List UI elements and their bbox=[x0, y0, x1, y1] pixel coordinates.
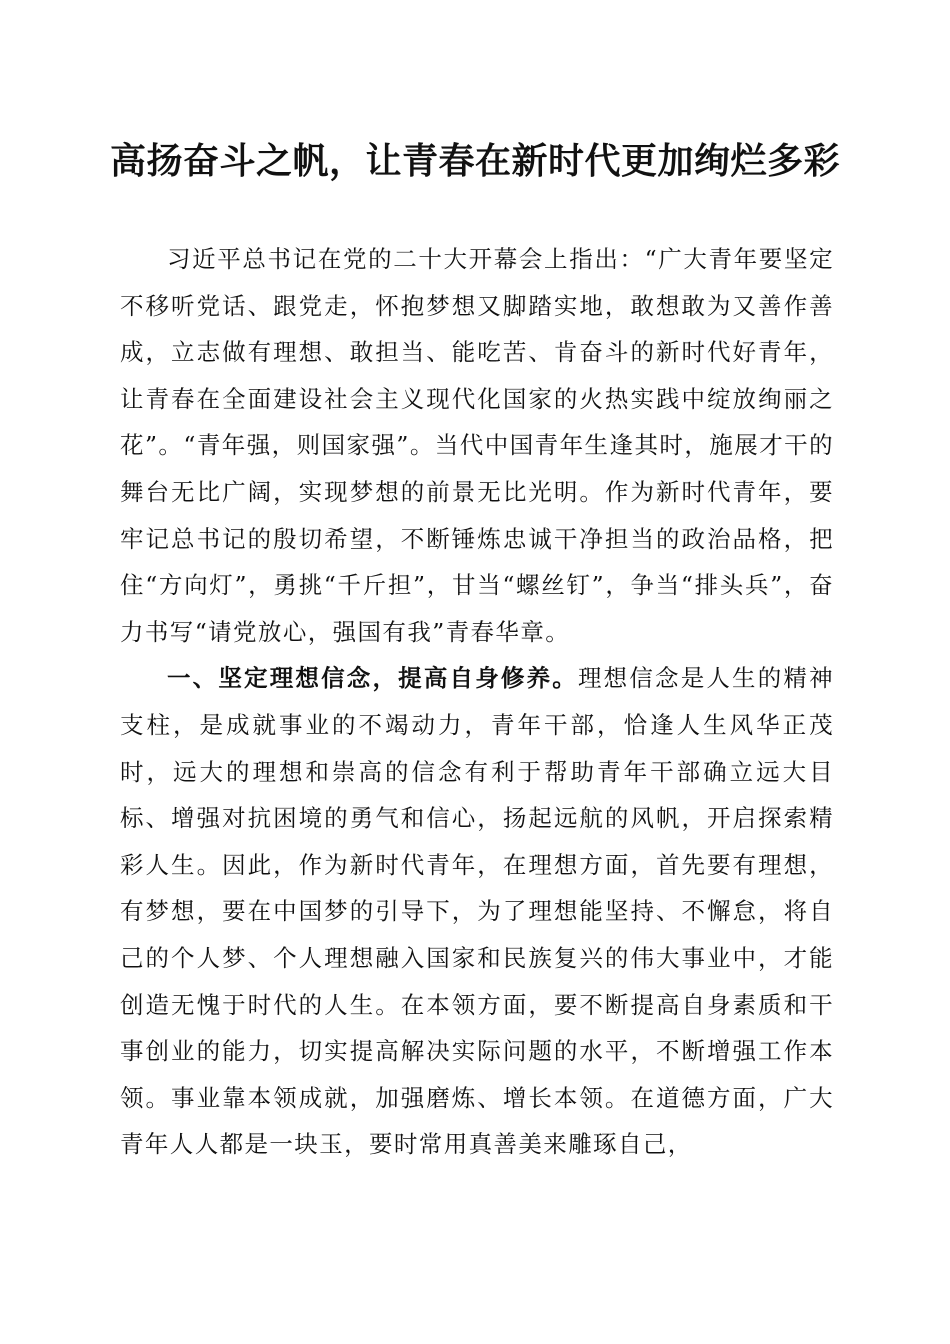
section-1-text: 理想信念是人生的精神支柱，是成就事业的不竭动力，青年干部，恰逢人生风华正茂时，远大的理想和崇高的信念有利于帮助青年干部确立远大目标、增强对抗困境的勇气和信心，扬起远航的风帆，开启探索精彩人生。因此，作为新时代青年，在理想方面，首先要有理想，有梦想，要在中国梦的引导下，为了理想能坚持、不懈怠，将自己的个人梦、个人理想融入国家和民族复兴的伟大事业中，才能创造无愧于时代的人生。在本领方面，要不断提高自身素质和干事创业的能力，切实提高解决实际问题的水平，不断增强工作本领。事业靠本领成就，加强磨炼、增长本领。在道德方面，广大青年人人都是一块玉，要时常用真善美来雕琢自己， bbox=[120, 664, 835, 1159]
paragraph-intro bbox=[120, 236, 834, 655]
paragraph-section-1 bbox=[120, 655, 834, 1168]
paragraph-intro-text: 习近平总书记在党的二十大开幕会上指出：“广大青年要坚定不移听党话、跟党走，怀抱梦想又脚踏实地，敢想敢为又善作善成，立志做有理想、敢担当、能吃苦、肯奋斗的新时代好青年，让青春在全面建设社会主义现代化国家的火热实践中绽放绚丽之花”。“青年强，则国家强”。当代中国青年生逢其时，施展才干的舞台无比广阔，实现梦想的前景无比光明。作为新时代青年，要牢记总书记的殷切希望，不断锤炼忠诚干净担当的政治品格，把住“方向灯”，勇挑“千斤担”，甘当“螺丝钉”，争当“排头兵”，奋力书写“请党放心，强国有我”青春华章。 bbox=[120, 245, 834, 646]
document-body bbox=[120, 236, 834, 1168]
document-title: 高扬奋斗之帆，让青春在新时代更加绚烂多彩 bbox=[109, 140, 840, 182]
section-1-heading: 一、坚定理想信念，提高自身修养。 bbox=[167, 664, 578, 693]
